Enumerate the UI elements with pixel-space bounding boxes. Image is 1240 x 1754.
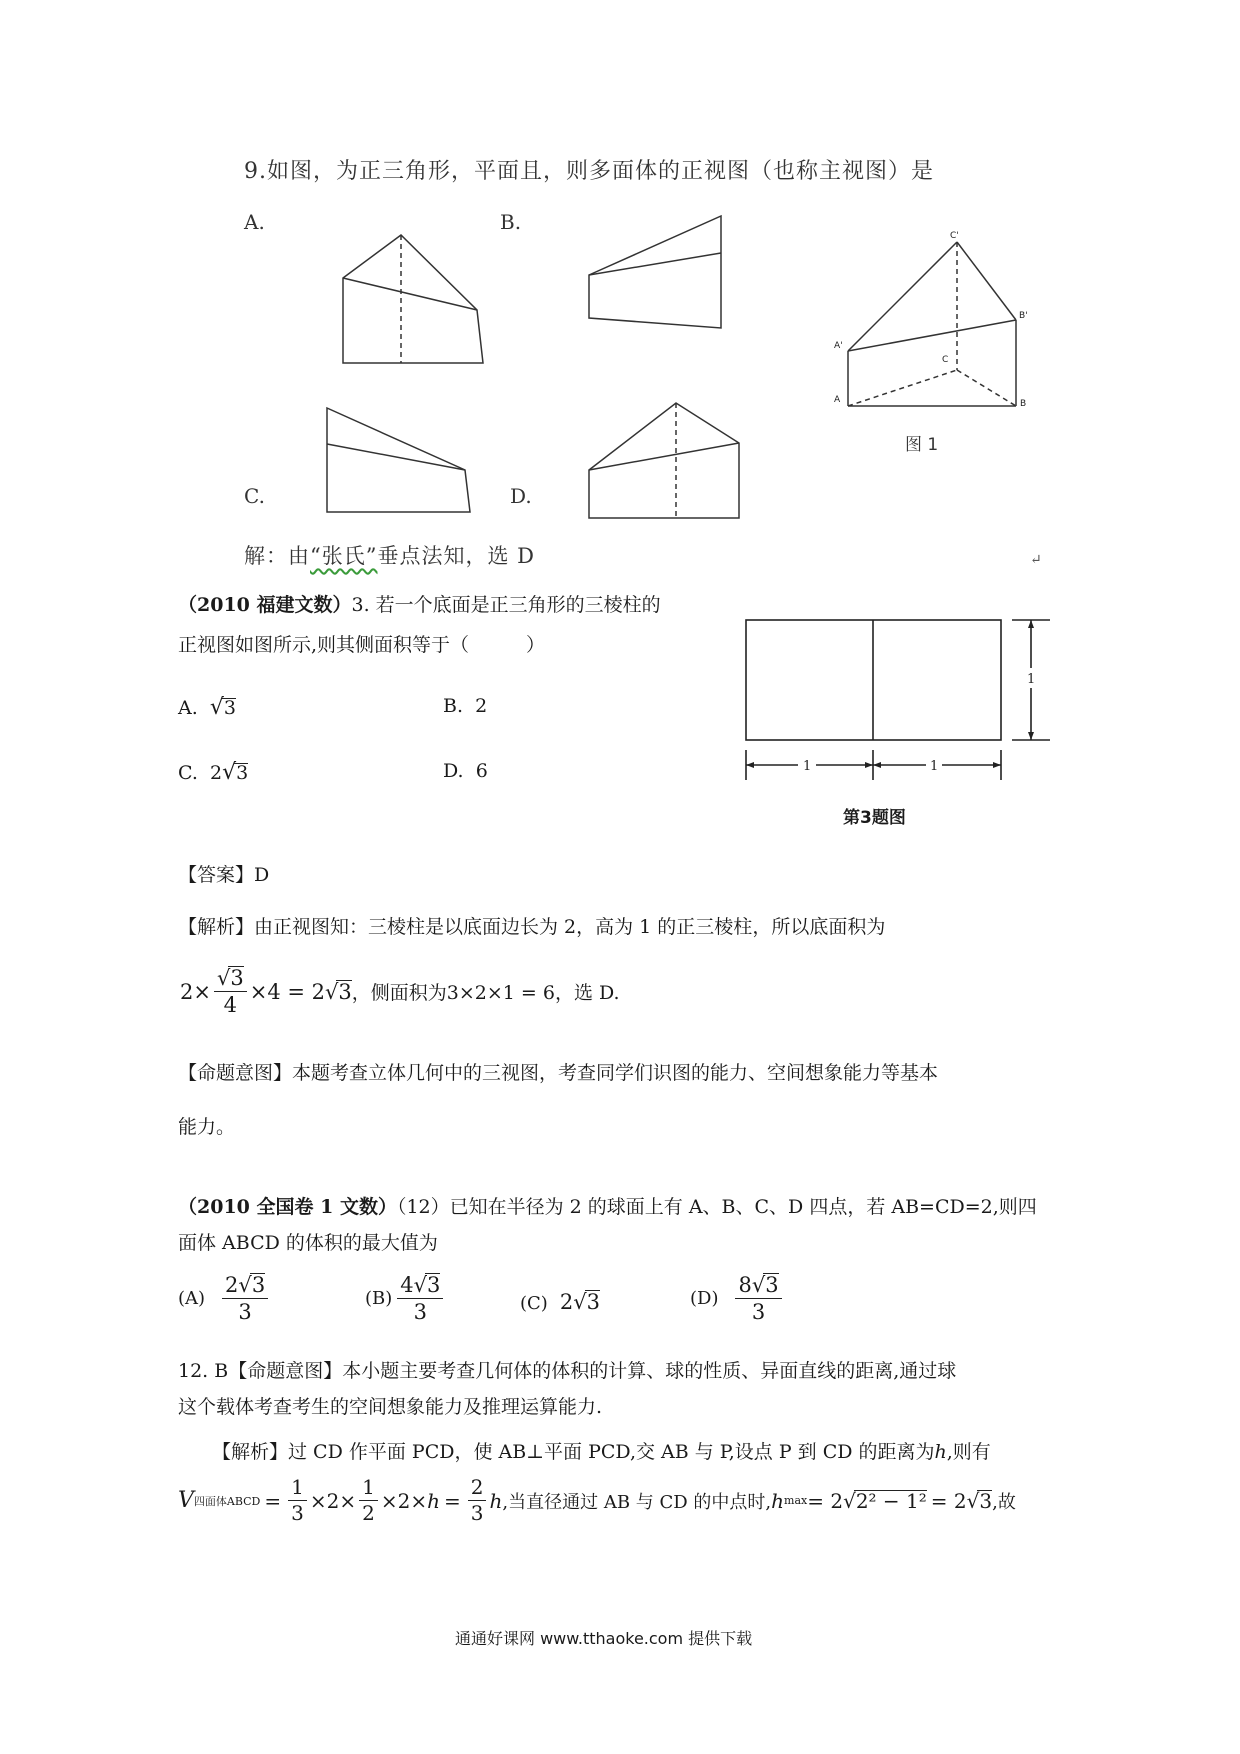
q9-figure-1 — [848, 242, 1016, 406]
q9-figure-d — [589, 403, 739, 518]
q3-dim-bottom-right: 1 — [930, 759, 939, 774]
footer-text: 通通好课网 www.tthaoke.com 提供下载 — [455, 1629, 753, 1648]
vertex-b: B — [1020, 399, 1027, 409]
q3-figure-caption: 第3题图 — [843, 808, 906, 828]
q3-option-d: D. 6 — [443, 760, 488, 782]
q3-dim-bottom-left: 1 — [803, 759, 812, 774]
q12-line1: （2010 全国卷 1 文数）（12）已知在半径为 2 的球面上有 A、B、C、D 四点，若 AB=CD=2,则四 — [178, 1196, 1037, 1218]
q12-intent-line2: 这个载体考查考生的空间想象能力及推理运算能力. — [178, 1396, 603, 1418]
q3-intent: 【命题意图】本题考查立体几何中的三视图，考查同学们识图的能力、空间想象能力等基本 — [178, 1062, 939, 1084]
q9-option-c-label: C. — [244, 484, 265, 508]
q9-figure-b — [589, 216, 721, 328]
q9-option-b-label: B. — [500, 210, 522, 234]
q3-intent-line2: 能力。 — [178, 1116, 236, 1138]
q9-title: 9.如图，为正三角形，平面且，则多面体的正视图（也称主视图）是 — [244, 159, 935, 184]
q9-figure-a — [343, 235, 483, 363]
q3-option-b: B. 2 — [443, 695, 488, 717]
q12-analysis: 【解析】过 CD 作平面 PCD，使 AB⊥平面 PCD,交 AB 与 P,设点 P 到 CD 的距离为h,则有 — [212, 1441, 991, 1463]
vertex-c: C — [942, 355, 949, 365]
q3-dim-right: 1 — [1027, 672, 1036, 687]
q3-answer: 【答案】D — [178, 864, 270, 886]
q9-figures — [0, 0, 1240, 560]
q3-formula: 2× $\frac{√3}{4}$ ×4 = 2 √ 3 ，侧面积为3×2×1 = 6，选 D. — [180, 966, 620, 1018]
q9-option-a-label: A. — [244, 210, 265, 234]
q3-option-a: A. √3 — [178, 695, 236, 720]
q12-intent: 12. B【命题意图】本小题主要考查几何体的体积的计算、球的性质、异面直线的距离,通过球 — [178, 1360, 957, 1382]
vertex-a: A — [834, 395, 841, 405]
vertex-a1: A' — [834, 341, 843, 351]
q9-solution: 解：由“张氏”垂点法知，选 D — [244, 544, 535, 568]
q12-line2: 面体 ABCD 的体积的最大值为 — [178, 1232, 438, 1254]
q3-line1: （2010 福建文数）3. 若一个底面是正三角形的三棱柱的 — [178, 594, 661, 616]
q12-option-b: (B) $\frac{4√3}{3}$ — [365, 1272, 446, 1326]
q12-formula: V 四面体ABCD = $\frac{1}{3}$ ×2× $\frac{1}{2}$ ×2× h = $\frac{2}{3}$ h ,当直径通过 AB 与 CD 的中点时, h max = 2 √ 2² − 1² = 2 √ 3 ,故 — [178, 1475, 1016, 1525]
vertex-c1: C' — [950, 231, 959, 241]
vertex-b1: B' — [1019, 311, 1028, 321]
q9-option-d-label: D. — [510, 484, 532, 508]
q3-option-c: C. 2√3 — [178, 760, 249, 785]
q9-figure-c — [327, 408, 470, 512]
q12-option-c: (C) 2√3 — [520, 1290, 600, 1314]
q3-line2: 正视图如图所示,则其侧面积等于（ ） — [178, 634, 546, 656]
q12-option-a: (A) $\frac{2√3}{3}$ — [178, 1272, 271, 1326]
q3-analysis: 【解析】由正视图知：三棱柱是以底面边长为 2，高为 1 的正三棱柱，所以底面积为 — [178, 916, 886, 938]
q9-figure-caption: 图 1 — [905, 435, 939, 455]
return-mark: ↵ — [1030, 552, 1042, 568]
q12-option-d: (D) $\frac{8√3}{3}$ — [690, 1272, 785, 1326]
q3-figure — [730, 610, 1070, 800]
